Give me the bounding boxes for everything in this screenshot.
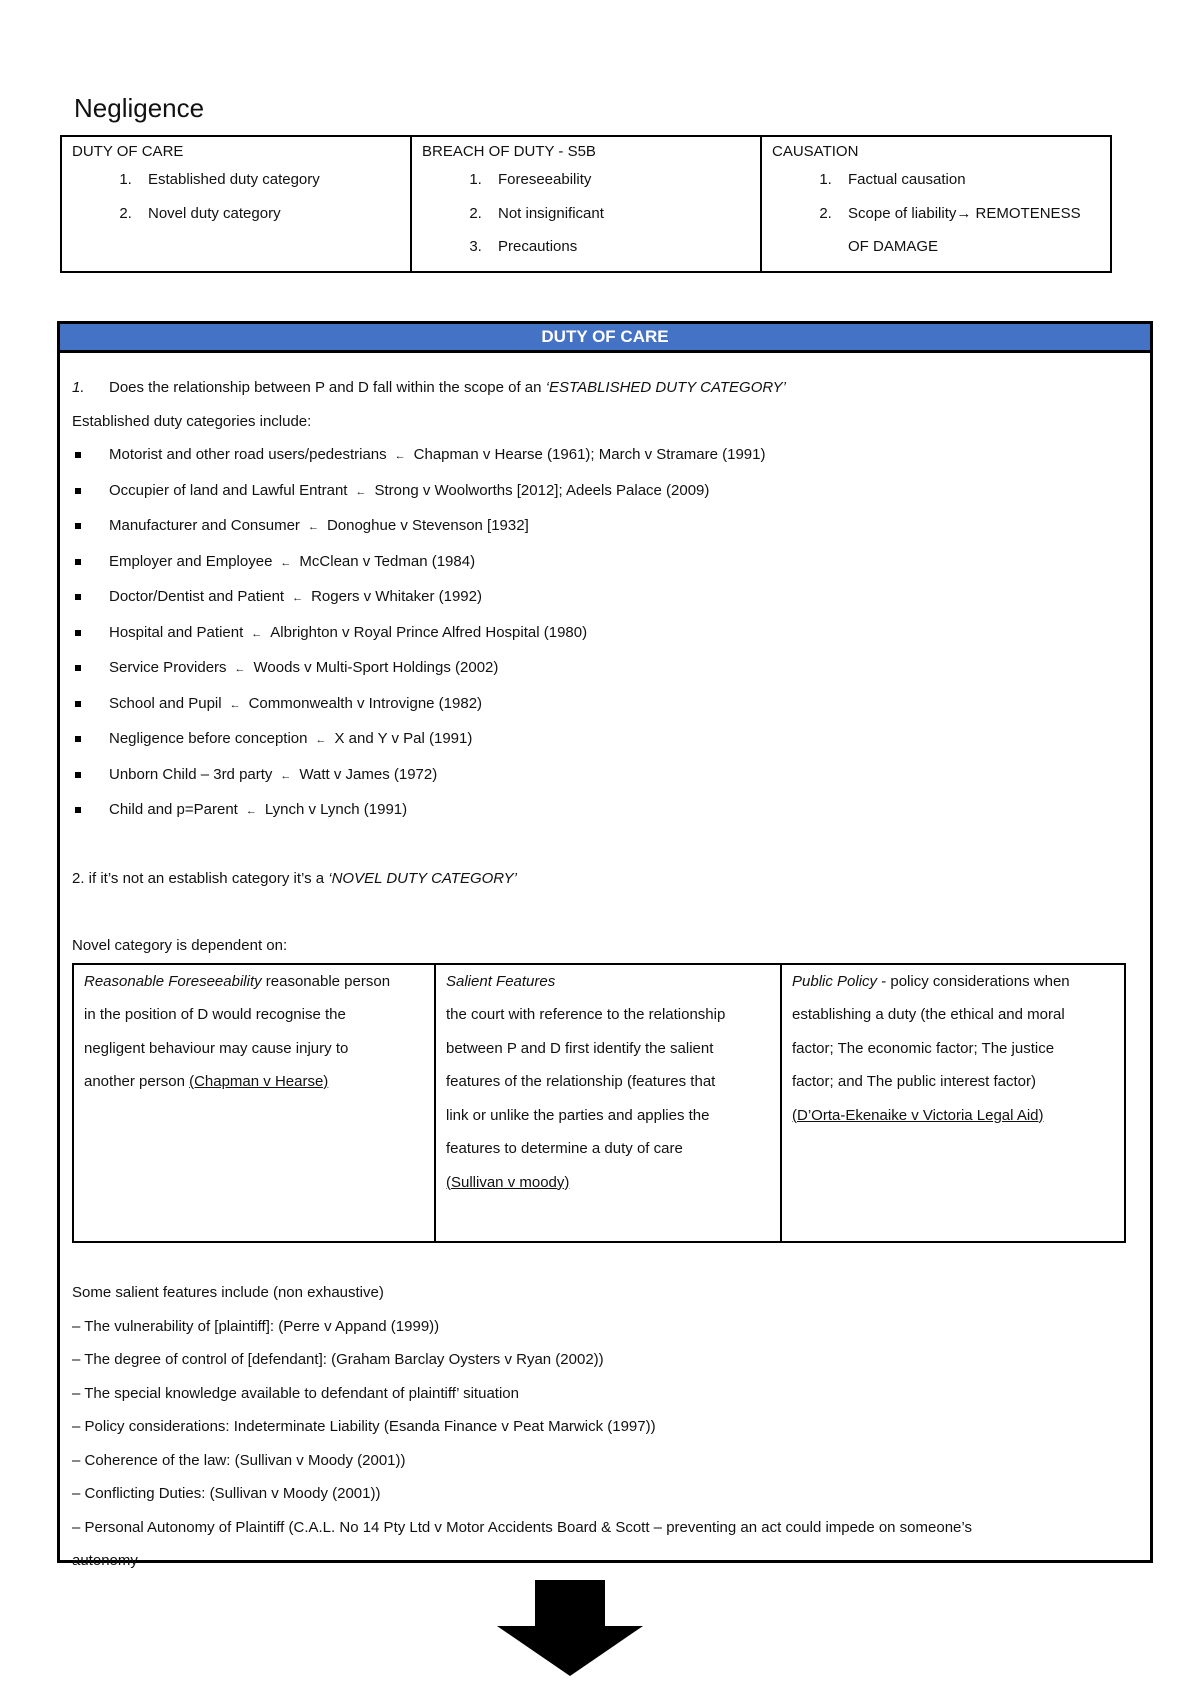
salient-item: – The vulnerability of [plaintiff]: (Perre v Appand (1999)): [72, 1317, 440, 1335]
salient-features-list: [72, 1276, 1138, 1578]
summary-item: 1. Foreseeability: [486, 163, 750, 197]
category-relationship: School and Pupil: [109, 694, 222, 712]
summary-item: 2. Not insignificant: [486, 197, 750, 231]
category-relationship: Manufacturer and Consumer: [109, 517, 300, 534]
question-1: [72, 371, 1138, 405]
summary-table: [60, 135, 1112, 273]
category-item: [72, 793, 1138, 829]
novel-cell-foreseeability: [74, 965, 436, 1241]
category-item: [72, 509, 1138, 545]
case-citation: Rogers v Whitaker (1992): [311, 588, 482, 605]
left-arrow-icon: ←: [280, 769, 292, 782]
cell-heading: Salient Features: [446, 972, 556, 990]
cell-text: between P and D first identify the salient: [446, 1039, 714, 1057]
category-relationship: Unborn Child – 3rd party: [109, 765, 273, 783]
case-citation: (Chapman v Hearse): [189, 1073, 329, 1090]
case-citation: Strong v Woolworths [2012]; Adeels Palace (2009): [374, 481, 710, 499]
category-relationship: Motorist and other road users/pedestrians: [109, 446, 387, 463]
left-arrow-icon: ←: [229, 698, 241, 711]
category-item: [72, 580, 1138, 616]
question-emphasis: ‘NOVEL DUTY CATEGORY’: [328, 870, 517, 887]
cell-text: link or unlike the parties and applies the: [446, 1106, 710, 1124]
category-item: [72, 474, 1138, 510]
salient-item: – Policy considerations: Indeterminate Liability (Esanda Finance v Peat Marwick (1997)): [72, 1418, 656, 1435]
category-item: [72, 651, 1138, 687]
cell-text: reasonable person: [261, 972, 391, 990]
case-citation: Woods v Multi-Sport Holdings (2002): [253, 659, 499, 676]
left-arrow-icon: ←: [355, 485, 367, 498]
category-item: [72, 722, 1138, 758]
novel-cell-policy: [782, 965, 1124, 1241]
duty-of-care-box: [57, 321, 1153, 1569]
case-citation: Commonwealth v Introvigne (1982): [248, 694, 483, 712]
category-item: [72, 616, 1138, 652]
case-citation: Albrighton v Royal Prince Alfred Hospital (1980): [270, 623, 588, 641]
category-relationship: Hospital and Patient: [109, 623, 244, 641]
established-categories-list: [72, 438, 1138, 829]
category-item: [72, 545, 1138, 581]
left-arrow-icon: ←: [245, 805, 257, 817]
category-item: [72, 687, 1138, 723]
cell-text: factor; The economic factor; The justice: [792, 1039, 1055, 1057]
left-arrow-icon: ←: [280, 556, 292, 569]
summary-item: 2. Scope of liability→ REMOTENESS OF DAMAGE: [836, 197, 1100, 264]
left-arrow-icon: ←: [234, 663, 246, 675]
case-citation: Donoghue v Stevenson [1932]: [326, 517, 529, 534]
case-citation: McClean v Tedman (1984): [299, 552, 476, 570]
novel-cell-salient: [436, 965, 782, 1241]
summary-heading: DUTY OF CARE: [72, 143, 184, 160]
category-relationship: Service Providers: [109, 659, 227, 676]
cell-heading: Reasonable Foreseeability: [84, 972, 262, 990]
novel-category-table: [72, 963, 1126, 1243]
category-item: [72, 438, 1138, 474]
case-citation: Lynch v Lynch (1991): [264, 801, 408, 818]
case-citation: X and Y v Pal (1991): [334, 730, 473, 747]
summary-item: 1. Factual causation: [836, 163, 1100, 197]
salient-item: – The special knowledge available to defendant of plaintiff’ situation: [72, 1384, 519, 1402]
left-arrow-icon: ←: [307, 521, 319, 533]
summary-item: 2. Novel duty category: [136, 197, 400, 231]
salient-intro: Some salient features include (non exhaustive): [72, 1284, 384, 1301]
duty-of-care-heading: DUTY OF CARE: [60, 324, 1150, 353]
summary-heading: BREACH OF DUTY - S5B: [422, 143, 596, 160]
salient-item: – Conflicting Duties: (Sullivan v Moody (2001)): [72, 1485, 381, 1502]
page-title: Negligence: [74, 93, 205, 124]
summary-col-breach: [412, 137, 762, 271]
question-text: 2. if it’s not an establish category it’s a: [72, 870, 329, 887]
case-citation: Chapman v Hearse (1961); March v Stramare (1991): [413, 446, 766, 463]
left-arrow-icon: ←: [315, 734, 327, 746]
case-citation: Watt v James (1972): [299, 765, 438, 783]
cell-text: - policy considerations when: [877, 972, 1070, 990]
case-citation: (D’Orta-Ekenaike v Victoria Legal Aid): [792, 1106, 1044, 1124]
question-emphasis: ‘ESTABLISHED DUTY CATEGORY’: [545, 379, 786, 396]
cell-text: negligent behaviour may cause injury to: [84, 1039, 349, 1057]
case-citation: (Sullivan v moody): [446, 1173, 570, 1191]
category-item: [72, 758, 1138, 794]
down-arrow-icon: [497, 1580, 643, 1676]
category-relationship: Employer and Employee: [109, 552, 273, 570]
cell-text: features to determine a duty of care: [446, 1140, 683, 1157]
question-number: 1.: [72, 379, 85, 396]
left-arrow-icon: ←: [292, 592, 304, 604]
left-arrow-icon: ←: [394, 450, 406, 462]
cell-text: in the position of D would recognise the: [84, 1006, 346, 1023]
category-relationship: Negligence before conception: [109, 730, 308, 747]
category-relationship: Doctor/Dentist and Patient: [109, 588, 285, 605]
summary-item: 3. Precautions: [486, 230, 750, 264]
novel-intro: Novel category is dependent on:: [72, 937, 288, 954]
cell-text: another person: [84, 1073, 190, 1090]
categories-intro: Established duty categories include:: [72, 412, 312, 430]
summary-col-causation: [762, 137, 1110, 271]
cell-text: features of the relationship (features that: [446, 1073, 716, 1090]
question-2: [72, 862, 1138, 896]
summary-col-duty: [62, 137, 412, 271]
summary-item: 1. Established duty category: [136, 163, 400, 197]
cell-heading: Public Policy: [792, 972, 878, 990]
summary-heading: CAUSATION: [772, 143, 859, 160]
salient-item: – The degree of control of [defendant]: (Graham Barclay Oysters v Ryan (2002)): [72, 1351, 604, 1368]
category-relationship: Occupier of land and Lawful Entrant: [109, 481, 348, 499]
cell-text: the court with reference to the relationship: [446, 1006, 726, 1023]
salient-item: autonomy: [72, 1552, 138, 1569]
question-text: Does the relationship between P and D fall within the scope of an: [109, 379, 546, 396]
cell-text: factor; and The public interest factor): [792, 1073, 1037, 1090]
left-arrow-icon: ←: [251, 627, 263, 640]
salient-item: – Coherence of the law: (Sullivan v Moody (2001)): [72, 1451, 406, 1469]
category-relationship: Child and p=Parent: [109, 801, 238, 818]
salient-item: – Personal Autonomy of Plaintiff (C.A.L. No 14 Pty Ltd v Motor Accidents Board & Scott – preventing an act could impede on someone’s: [72, 1518, 972, 1536]
cell-text: establishing a duty (the ethical and moral: [792, 1006, 1065, 1023]
